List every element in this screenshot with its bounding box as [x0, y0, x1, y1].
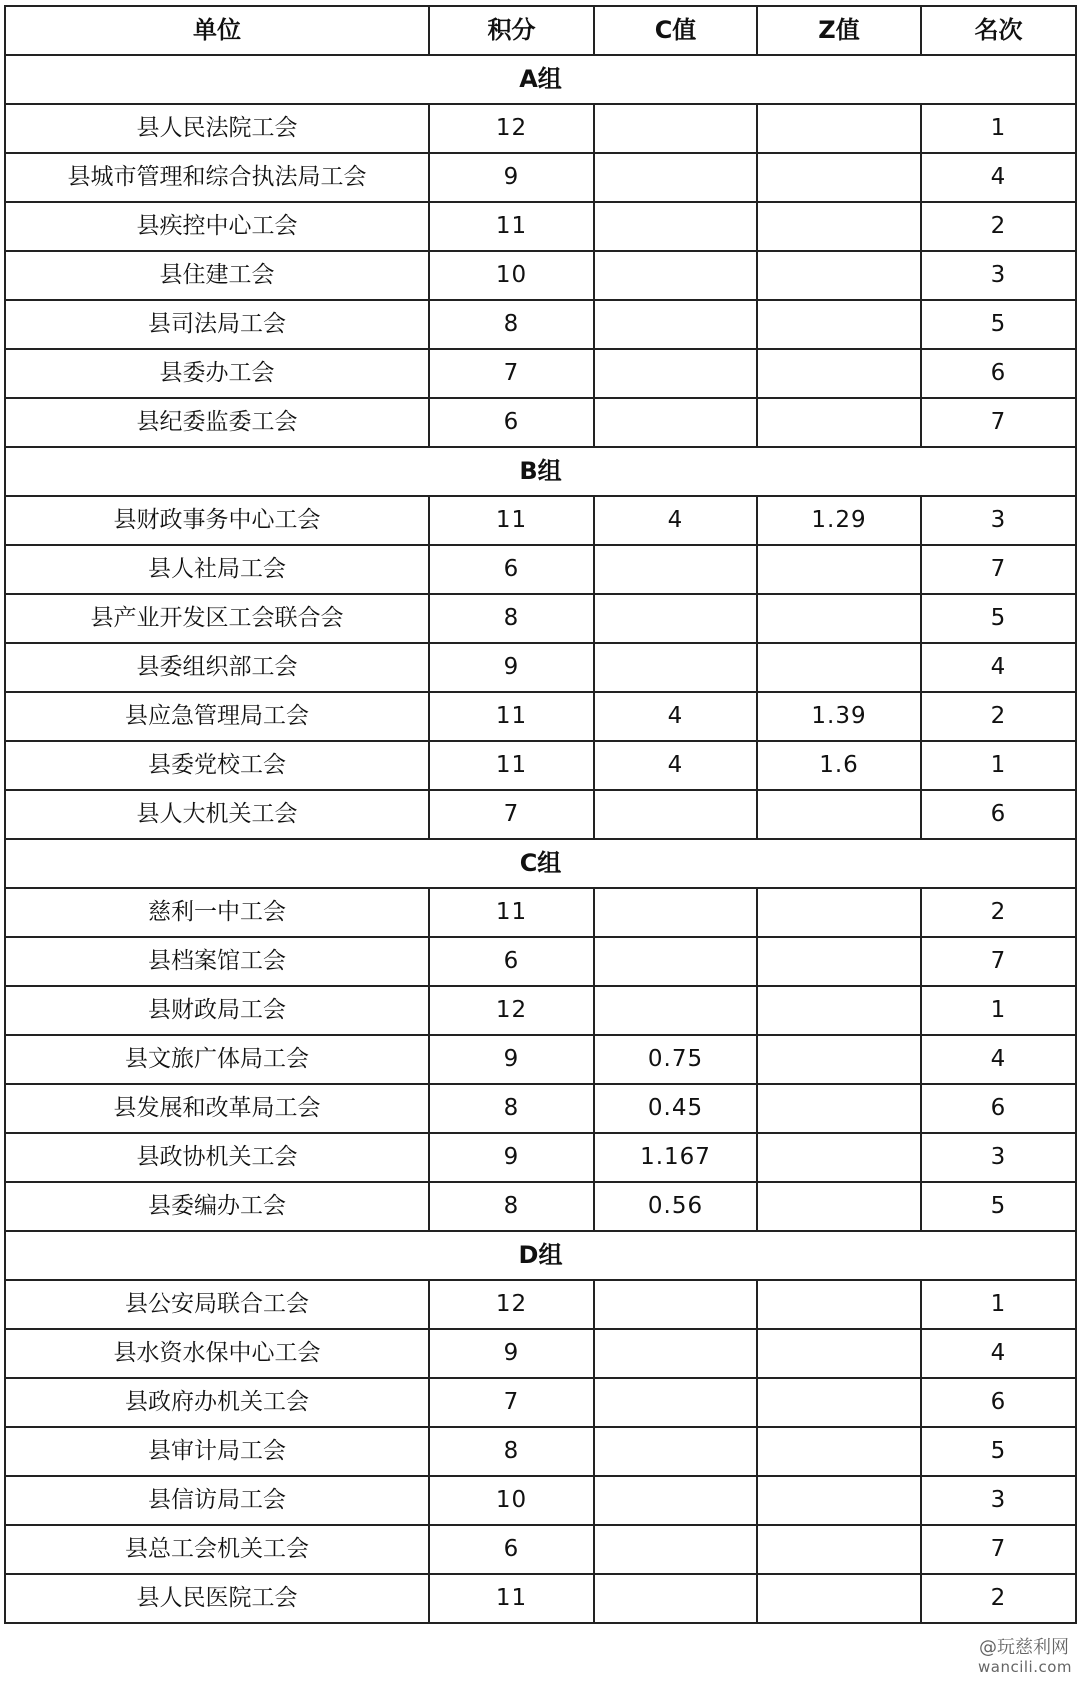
cell-c-value [594, 104, 757, 153]
cell-score: 7 [429, 1378, 594, 1427]
cell-score: 11 [429, 202, 594, 251]
cell-unit: 县应急管理局工会 [5, 692, 429, 741]
cell-c-value [594, 153, 757, 202]
header-unit: 单位 [5, 6, 429, 55]
cell-c-value [594, 790, 757, 839]
cell-rank: 5 [921, 300, 1076, 349]
cell-rank: 4 [921, 643, 1076, 692]
table-row [5, 202, 1076, 251]
group-header-row [5, 55, 1076, 104]
cell-unit: 县总工会机关工会 [5, 1525, 429, 1574]
cell-c-value: 4 [594, 496, 757, 545]
cell-rank: 1 [921, 1280, 1076, 1329]
table-row [5, 1574, 1076, 1623]
table-row [5, 594, 1076, 643]
group-header-row [5, 839, 1076, 888]
cell-unit: 县人民法院工会 [5, 104, 429, 153]
cell-c-value [594, 1427, 757, 1476]
cell-rank: 2 [921, 1574, 1076, 1623]
watermark-domain: wancili.com [978, 1658, 1073, 1676]
cell-c-value: 0.45 [594, 1084, 757, 1133]
cell-c-value: 0.75 [594, 1035, 757, 1084]
cell-z-value [757, 1084, 921, 1133]
cell-score: 10 [429, 1476, 594, 1525]
cell-z-value [757, 1476, 921, 1525]
cell-z-value [757, 937, 921, 986]
table-row [5, 1427, 1076, 1476]
cell-rank: 2 [921, 692, 1076, 741]
header-c-value: C值 [594, 6, 757, 55]
table-row [5, 153, 1076, 202]
cell-rank: 6 [921, 1084, 1076, 1133]
cell-unit: 县公安局联合工会 [5, 1280, 429, 1329]
cell-score: 10 [429, 251, 594, 300]
cell-unit: 县政协机关工会 [5, 1133, 429, 1182]
table-body [5, 55, 1076, 1623]
cell-c-value: 4 [594, 741, 757, 790]
cell-c-value [594, 398, 757, 447]
cell-score: 8 [429, 1084, 594, 1133]
cell-unit: 县审计局工会 [5, 1427, 429, 1476]
cell-rank: 6 [921, 1378, 1076, 1427]
cell-unit: 县产业开发区工会联合会 [5, 594, 429, 643]
table-row [5, 741, 1076, 790]
cell-z-value: 1.6 [757, 741, 921, 790]
cell-c-value [594, 986, 757, 1035]
cell-rank: 7 [921, 937, 1076, 986]
cell-z-value [757, 1329, 921, 1378]
cell-z-value [757, 545, 921, 594]
cell-z-value [757, 349, 921, 398]
cell-z-value [757, 888, 921, 937]
cell-z-value [757, 1574, 921, 1623]
group-title: A组 [5, 55, 1076, 104]
cell-unit: 县人大机关工会 [5, 790, 429, 839]
table-row [5, 1280, 1076, 1329]
cell-score: 9 [429, 1035, 594, 1084]
cell-score: 12 [429, 986, 594, 1035]
cell-rank: 6 [921, 790, 1076, 839]
cell-c-value [594, 1574, 757, 1623]
cell-unit: 县财政局工会 [5, 986, 429, 1035]
cell-z-value [757, 643, 921, 692]
cell-score: 8 [429, 1182, 594, 1231]
cell-c-value [594, 1329, 757, 1378]
cell-score: 11 [429, 888, 594, 937]
cell-rank: 1 [921, 986, 1076, 1035]
table-row [5, 986, 1076, 1035]
table-row [5, 398, 1076, 447]
cell-c-value: 1.167 [594, 1133, 757, 1182]
cell-score: 9 [429, 1133, 594, 1182]
cell-score: 6 [429, 398, 594, 447]
cell-rank: 4 [921, 1329, 1076, 1378]
cell-score: 8 [429, 300, 594, 349]
cell-rank: 6 [921, 349, 1076, 398]
cell-score: 9 [429, 643, 594, 692]
cell-c-value [594, 300, 757, 349]
cell-score: 7 [429, 349, 594, 398]
cell-unit: 县文旅广体局工会 [5, 1035, 429, 1084]
group-header-row [5, 447, 1076, 496]
cell-score: 6 [429, 1525, 594, 1574]
cell-c-value [594, 1378, 757, 1427]
cell-z-value [757, 300, 921, 349]
cell-rank: 5 [921, 1427, 1076, 1476]
cell-score: 6 [429, 937, 594, 986]
table-row [5, 643, 1076, 692]
group-header-row [5, 1231, 1076, 1280]
cell-score: 12 [429, 104, 594, 153]
cell-c-value [594, 937, 757, 986]
table-row [5, 1182, 1076, 1231]
cell-z-value [757, 594, 921, 643]
cell-unit: 县疾控中心工会 [5, 202, 429, 251]
table-row [5, 790, 1076, 839]
cell-rank: 7 [921, 1525, 1076, 1574]
table-row [5, 1133, 1076, 1182]
table-row [5, 545, 1076, 594]
table-row [5, 251, 1076, 300]
cell-score: 11 [429, 692, 594, 741]
cell-unit: 慈利一中工会 [5, 888, 429, 937]
cell-z-value: 1.39 [757, 692, 921, 741]
table-row [5, 349, 1076, 398]
table-row [5, 1329, 1076, 1378]
cell-score: 11 [429, 496, 594, 545]
cell-rank: 2 [921, 202, 1076, 251]
cell-score: 12 [429, 1280, 594, 1329]
cell-unit: 县财政事务中心工会 [5, 496, 429, 545]
cell-score: 9 [429, 153, 594, 202]
table-row [5, 104, 1076, 153]
cell-unit: 县人民医院工会 [5, 1574, 429, 1623]
table-row [5, 937, 1076, 986]
table-row [5, 1084, 1076, 1133]
cell-c-value: 4 [594, 692, 757, 741]
cell-c-value [594, 251, 757, 300]
watermark [978, 1637, 1073, 1681]
cell-c-value [594, 545, 757, 594]
cell-score: 11 [429, 741, 594, 790]
cell-c-value [594, 1476, 757, 1525]
cell-score: 8 [429, 1427, 594, 1476]
cell-z-value [757, 790, 921, 839]
cell-rank: 3 [921, 1476, 1076, 1525]
cell-unit: 县政府办机关工会 [5, 1378, 429, 1427]
table-row [5, 1476, 1076, 1525]
cell-z-value [757, 1378, 921, 1427]
cell-score: 11 [429, 1574, 594, 1623]
cell-score: 9 [429, 1329, 594, 1378]
header-score: 积分 [429, 6, 594, 55]
header-rank: 名次 [921, 6, 1076, 55]
cell-z-value [757, 202, 921, 251]
cell-z-value [757, 1182, 921, 1231]
cell-z-value [757, 986, 921, 1035]
cell-z-value [757, 398, 921, 447]
table-row [5, 692, 1076, 741]
cell-unit: 县人社局工会 [5, 545, 429, 594]
header-row [5, 6, 1076, 55]
cell-c-value [594, 1525, 757, 1574]
cell-unit: 县发展和改革局工会 [5, 1084, 429, 1133]
cell-rank: 7 [921, 398, 1076, 447]
cell-rank: 1 [921, 104, 1076, 153]
cell-rank: 4 [921, 153, 1076, 202]
cell-unit: 县委组织部工会 [5, 643, 429, 692]
cell-z-value: 1.29 [757, 496, 921, 545]
cell-rank: 1 [921, 741, 1076, 790]
cell-unit: 县委编办工会 [5, 1182, 429, 1231]
cell-z-value [757, 1427, 921, 1476]
cell-rank: 7 [921, 545, 1076, 594]
table-row [5, 888, 1076, 937]
table-row [5, 300, 1076, 349]
watermark-site-name: @玩慈利网 [979, 1637, 1069, 1658]
group-title: B组 [5, 447, 1076, 496]
cell-unit: 县委党校工会 [5, 741, 429, 790]
group-title: D组 [5, 1231, 1076, 1280]
cell-z-value [757, 153, 921, 202]
header-z-value: Z值 [757, 6, 921, 55]
cell-z-value [757, 1133, 921, 1182]
cell-unit: 县住建工会 [5, 251, 429, 300]
cell-z-value [757, 1525, 921, 1574]
cell-score: 8 [429, 594, 594, 643]
cell-rank: 5 [921, 1182, 1076, 1231]
cell-c-value [594, 202, 757, 251]
cell-rank: 3 [921, 251, 1076, 300]
cell-c-value [594, 349, 757, 398]
cell-z-value [757, 251, 921, 300]
cell-rank: 2 [921, 888, 1076, 937]
group-title: C组 [5, 839, 1076, 888]
cell-rank: 3 [921, 496, 1076, 545]
cell-c-value: 0.56 [594, 1182, 757, 1231]
score-table [4, 5, 1077, 1624]
cell-score: 6 [429, 545, 594, 594]
cell-unit: 县档案馆工会 [5, 937, 429, 986]
table-row [5, 1378, 1076, 1427]
cell-c-value [594, 594, 757, 643]
cell-unit: 县水资水保中心工会 [5, 1329, 429, 1378]
cell-c-value [594, 1280, 757, 1329]
cell-unit: 县城市管理和综合执法局工会 [5, 153, 429, 202]
cell-rank: 4 [921, 1035, 1076, 1084]
cell-unit: 县委办工会 [5, 349, 429, 398]
cell-z-value [757, 1280, 921, 1329]
cell-c-value [594, 888, 757, 937]
cell-rank: 5 [921, 594, 1076, 643]
table-row [5, 1035, 1076, 1084]
cell-unit: 县司法局工会 [5, 300, 429, 349]
cell-c-value [594, 643, 757, 692]
table-row [5, 496, 1076, 545]
cell-score: 7 [429, 790, 594, 839]
cell-unit: 县信访局工会 [5, 1476, 429, 1525]
cell-rank: 3 [921, 1133, 1076, 1182]
table-row [5, 1525, 1076, 1574]
cell-z-value [757, 104, 921, 153]
cell-unit: 县纪委监委工会 [5, 398, 429, 447]
cell-z-value [757, 1035, 921, 1084]
